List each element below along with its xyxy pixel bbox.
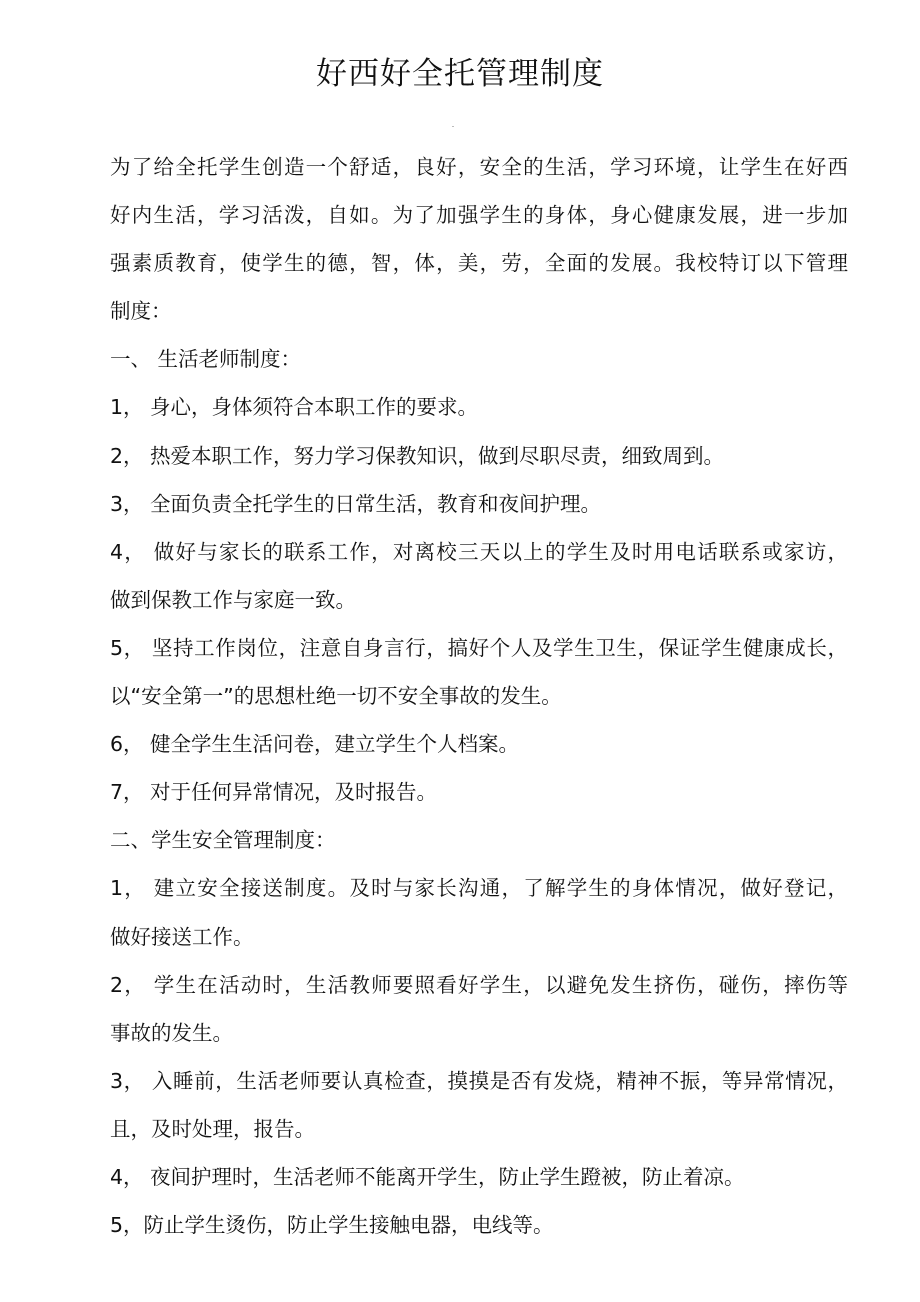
text-line: 3， 入睡前，生活老师要认真检查，摸摸是否有发烧，精神不振，等异常情况， (110, 1068, 848, 1093)
text-line: 2， 学生在活动时，生活教师要照看好学生，以避免发生挤伤，碰伤，摔伤等 (110, 972, 848, 997)
text-line: 4， 做好与家长的联系工作，对离校三天以上的学生及时用电话联系或家访， (110, 539, 848, 564)
text-line: 二、学生安全管理制度： (110, 828, 336, 853)
text-line: 1， 身心，身体须符合本职工作的要求。 (110, 395, 479, 420)
document-body (110, 150, 848, 1256)
decorative-mark (452, 126, 454, 127)
document-title: 好西好全托管理制度 (316, 56, 604, 92)
text-line: 4， 夜间护理时，生活老师不能离开学生，防止学生蹬被，防止着凉。 (110, 1164, 745, 1189)
text-line: 做到保教工作与家庭一致。 (110, 587, 356, 612)
text-line: 2， 热爱本职工作，努力学习保教知识，做到尽职尽责，细致周到。 (110, 443, 725, 468)
text-line: 3， 全面负责全托学生的日常生活，教育和夜间护理。 (110, 491, 602, 516)
text-line: 5， 坚持工作岗位，注意自身言行，搞好个人及学生卫生，保证学生健康成长， (110, 635, 848, 660)
text-line: 1， 建立安全接送制度。及时与家长沟通，了解学生的身体情况，做好登记， (110, 876, 848, 901)
text-line: 以“安全第一”的思想杜绝一切不安全事故的发生。 (110, 684, 562, 709)
text-line: 制度： (110, 299, 172, 324)
text-line: 7， 对于任何异常情况，及时报告。 (110, 780, 438, 805)
text-line: 6， 健全学生生活问卷，建立学生个人档案。 (110, 732, 520, 757)
text-line: 且，及时处理，报告。 (110, 1116, 315, 1141)
text-line: 一、 生活老师制度： (110, 347, 302, 372)
text-line: 做好接送工作。 (110, 924, 254, 949)
text-line: 好内生活，学习活泼，自如。为了加强学生的身体，身心健康发展，进一步加 (110, 203, 848, 228)
text-line: 为了给全托学生创造一个舒适，良好，安全的生活，学习环境，让学生在好西 (110, 155, 848, 179)
text-line: 事故的发生。 (110, 1020, 233, 1045)
text-line: 强素质教育，使学生的德，智，体，美，劳，全面的发展。我校特订以下管理 (110, 251, 848, 276)
text-line: 5，防止学生烫伤，防止学生接触电器，电线等。 (110, 1213, 554, 1238)
